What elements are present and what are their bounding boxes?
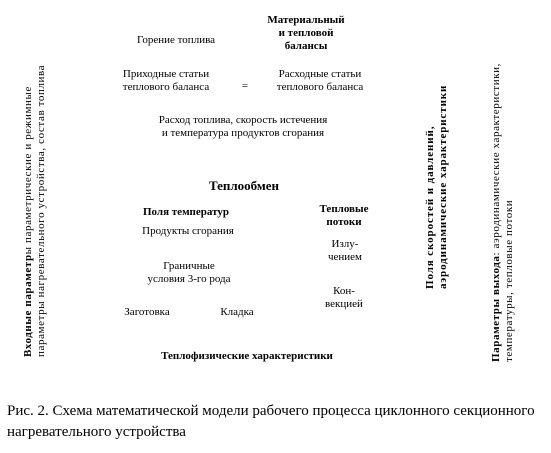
velocity-fields-label xyxy=(424,85,450,289)
masonry-label: Кладка xyxy=(220,306,254,318)
output-parameters-label xyxy=(490,63,516,362)
incoming-line-2: теплового баланса xyxy=(122,81,210,93)
convection-line-1: Кон- xyxy=(333,285,355,297)
outgoing-line-2: теплового баланса xyxy=(276,81,364,93)
convection-label xyxy=(314,285,374,311)
balance-line-3: балансы xyxy=(284,40,328,52)
radiation-line-2: чением xyxy=(327,251,363,263)
heat-exchange-title: Теплообмен xyxy=(208,178,280,193)
radiation-line-1: Излу- xyxy=(331,238,359,250)
thermophysical-label: Теплофизические характеристики xyxy=(161,350,333,362)
output-parameters-rest: : аэродинамические характеристики, xyxy=(490,63,502,256)
boundary-conditions-label xyxy=(124,260,254,286)
equals-sign: = xyxy=(241,80,249,92)
boundary-line-2: условия 3-го рода xyxy=(147,273,231,285)
velocity-fields-line-1: Поля скоростей и давлений, xyxy=(424,125,436,289)
input-parameters-title: Входные параметр xyxy=(22,254,34,357)
heat-flows-heading xyxy=(298,203,390,229)
heat-flows-line-2: потоки xyxy=(326,216,362,228)
heat-flows-line-1: Тепловые xyxy=(319,203,369,215)
convection-line-2: векцией xyxy=(325,298,363,310)
outgoing-items-label xyxy=(258,68,382,94)
fuel-flow-label xyxy=(118,114,368,140)
workpiece-label: Заготовка xyxy=(124,306,170,318)
balance-line-2: и тепловой xyxy=(278,27,334,39)
boundary-line-1: Граничные xyxy=(163,260,215,272)
input-parameters-rest: ы параметрические и режимные xyxy=(22,86,34,255)
input-parameters-label xyxy=(22,65,48,357)
outgoing-line-1: Расходные статьи xyxy=(278,68,362,80)
radiation-label xyxy=(318,238,372,264)
output-parameters-title: Параметры выхода xyxy=(490,255,502,362)
incoming-line-1: Приходные статьи xyxy=(122,68,210,80)
balance-line-1: Материальный xyxy=(267,14,345,26)
fuel-flow-line-1: Расход топлива, скорость истечения xyxy=(158,114,328,126)
fuel-combustion-label: Горение топлива xyxy=(136,34,216,46)
balance-heading xyxy=(252,14,360,53)
input-parameters-detail: параметры нагревательного устройства, состав топлива xyxy=(35,64,47,357)
incoming-items-label xyxy=(104,68,228,94)
combustion-products-label: Продукты сгорания xyxy=(142,225,234,237)
figure-caption: Рис. 2. Схема математической модели рабочего процесса циклонного секционного нагревательного устройства xyxy=(7,403,535,440)
output-parameters-detail: температуры, тепловые потоки xyxy=(503,199,515,362)
temperature-fields-heading: Поля температур xyxy=(143,206,229,218)
fuel-flow-line-2: и температура продуктов сгорания xyxy=(161,127,325,139)
velocity-fields-line-2: аэродинамические характеристики xyxy=(437,84,449,289)
